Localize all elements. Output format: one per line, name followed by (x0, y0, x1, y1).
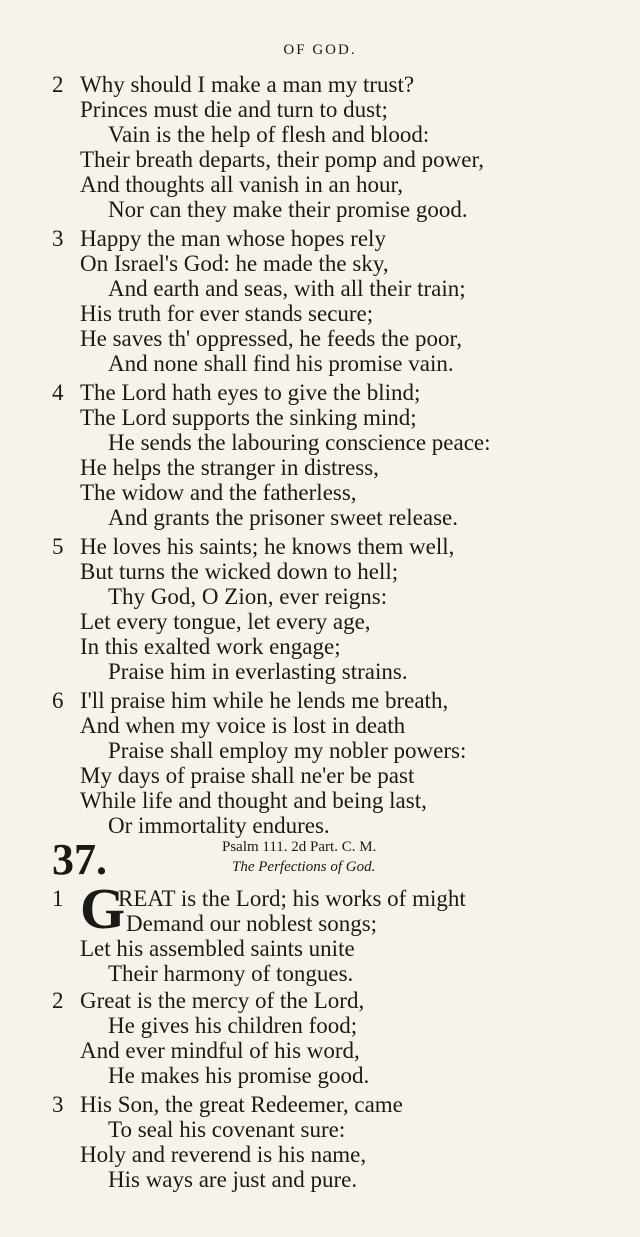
verse-line: My days of praise shall ne'er be past (80, 763, 415, 788)
verse-line: His truth for ever stands secure; (80, 301, 374, 326)
verse-line: Praise shall employ my nobler powers: (108, 738, 467, 763)
verse-line: And grants the prisoner sweet release. (108, 505, 458, 530)
verse-line: And earth and seas, with all their train; (108, 276, 466, 301)
verse-line: In this exalted work engage; (80, 634, 341, 659)
verse-line: And none shall find his promise vain. (108, 351, 454, 376)
verse-number: 5 (52, 534, 64, 559)
verse-number: 3 (52, 226, 64, 251)
verse-line: The Lord supports the sinking mind; (80, 405, 417, 430)
verse-line: His Son, the great Redeemer, came (80, 1092, 403, 1117)
verse-line: And when my voice is lost in death (80, 713, 406, 738)
verse-line: But turns the wicked down to hell; (80, 559, 399, 584)
verse-line: His ways are just and pure. (108, 1167, 358, 1192)
verse-line: On Israel's God: he made the sky, (80, 251, 389, 276)
verse-line: Demand our noblest songs; (126, 911, 378, 936)
verse-number: 6 (52, 688, 64, 713)
verse-line: And thoughts all vanish in an hour, (80, 172, 403, 197)
verse-line: Princes must die and turn to dust; (80, 97, 388, 122)
running-header: OF GOD. (283, 42, 357, 58)
verse-line: Their harmony of tongues. (108, 961, 354, 986)
verse-line: Vain is the help of flesh and blood: (108, 122, 430, 147)
verse-line: Praise him in everlasting strains. (108, 659, 408, 684)
verse-line: REAT is the Lord; his works of might (118, 886, 466, 911)
verse-number: 3 (52, 1092, 64, 1117)
verse-line: Nor can they make their promise good. (108, 197, 468, 222)
verse-line: To seal his covenant sure: (108, 1117, 346, 1142)
verse-line: Holy and reverend is his name, (80, 1142, 367, 1167)
hymn-title: The Perfections of God. (232, 859, 376, 875)
verse-line: He helps the stranger in distress, (80, 455, 379, 480)
verse-line: He saves th' oppressed, he feeds the poor, (80, 326, 462, 351)
verse-line: Great is the mercy of the Lord, (80, 988, 365, 1013)
verse-line: While life and thought and being last, (80, 788, 427, 813)
verse-number: 4 (52, 380, 64, 405)
verse-line: Let every tongue, let every age, (80, 609, 371, 634)
verse-line: He gives his children food; (108, 1013, 358, 1038)
verse-line: The widow and the fatherless, (80, 480, 357, 505)
verse-number: 2 (52, 72, 64, 97)
verse-line: I'll praise him while he lends me breath, (80, 688, 449, 713)
verse-line: He sends the labouring conscience peace: (108, 430, 491, 455)
verse-number: 2 (52, 988, 64, 1013)
verse-line: Happy the man whose hopes rely (80, 226, 386, 251)
verse-number: 1 (52, 886, 64, 911)
verse-line: Or immortality endures. (108, 813, 330, 838)
verse-line: Why should I make a man my trust? (80, 72, 415, 97)
drop-cap: G (80, 876, 126, 941)
verse-line: Let his assembled saints unite (80, 936, 355, 961)
verse-line: Thy God, O Zion, ever reigns: (108, 584, 388, 609)
verse-line: He makes his promise good. (108, 1063, 370, 1088)
hymn-number: 37. (52, 835, 107, 884)
hymn-meta: Psalm 111. 2d Part. C. M. (222, 839, 377, 855)
verse-line: Their breath departs, their pomp and power, (80, 147, 484, 172)
verse-line: And ever mindful of his word, (80, 1038, 360, 1063)
verse-line: The Lord hath eyes to give the blind; (80, 380, 421, 405)
verse-line: He loves his saints; he knows them well, (80, 534, 455, 559)
